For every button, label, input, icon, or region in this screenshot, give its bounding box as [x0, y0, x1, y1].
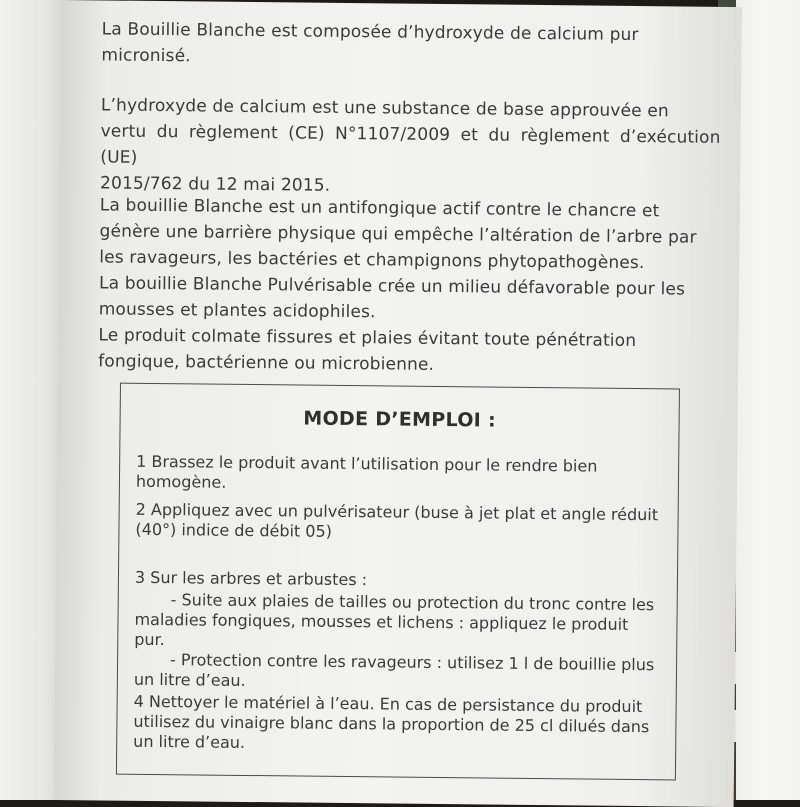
step-3-sub-2: - Protection contre les ravageurs : utilisez 1 l de bouillie plus un litre d’eau.	[133, 650, 655, 690]
product-label	[54, 0, 742, 807]
step-4: 4 Nettoyer le matériel à l’eau. En cas de persistance du produit utilisez du vinaigre blanc dans la proportion de 25 cl dilués dans un litre d’eau.	[133, 691, 650, 752]
mode-emploi-box	[116, 383, 680, 781]
composition-paragraph: La Bouillie Blanche est composée d’hydroxyde de calcium pur micronisé.	[101, 19, 639, 67]
regulation-paragraph: L’hydroxyde de calcium est une substance de base approuvée en vertu du règlement (CE) N°1107/2009 et du règlement d’exécution (UE) 2015/762 du 12 mai 2015.	[99, 95, 721, 196]
step-2: 2 Appliquez avec un pulvérisateur (buse à jet plat et angle réduit (40°) indice de débit 05)	[135, 499, 659, 541]
bottle-right-edge	[736, 0, 800, 800]
bottle-left-edge	[0, 0, 62, 800]
step-3-sub-1: - Suite aux plaies de tailles ou protection du tronc contre les maladies fongiques, mousses et lichens : appliquez le produit pur.	[134, 590, 655, 650]
step-1: 1 Brassez le produit avant l’utilisation pour le rendre bien homogène.	[135, 451, 598, 492]
step-3: 3 Sur les arbres et arbustes :	[134, 567, 368, 590]
properties-paragraph: La bouillie Blanche est un antifongique actif contre le chancre et génère une barrière physique qui empêche l’altération de l’arbre par les ravageurs, les bactéries et champignons phytopathogènes. La bouillie Blanche Pulvérisable crée un milieu défavorable pour les mousses et plantes acidophiles. Le produit colmate fissures et plaies évitant toute pénétration fongique, bactérienne ou microbienne.	[98, 195, 697, 375]
mode-emploi-title: MODE D’EMPLOI :	[303, 407, 497, 432]
